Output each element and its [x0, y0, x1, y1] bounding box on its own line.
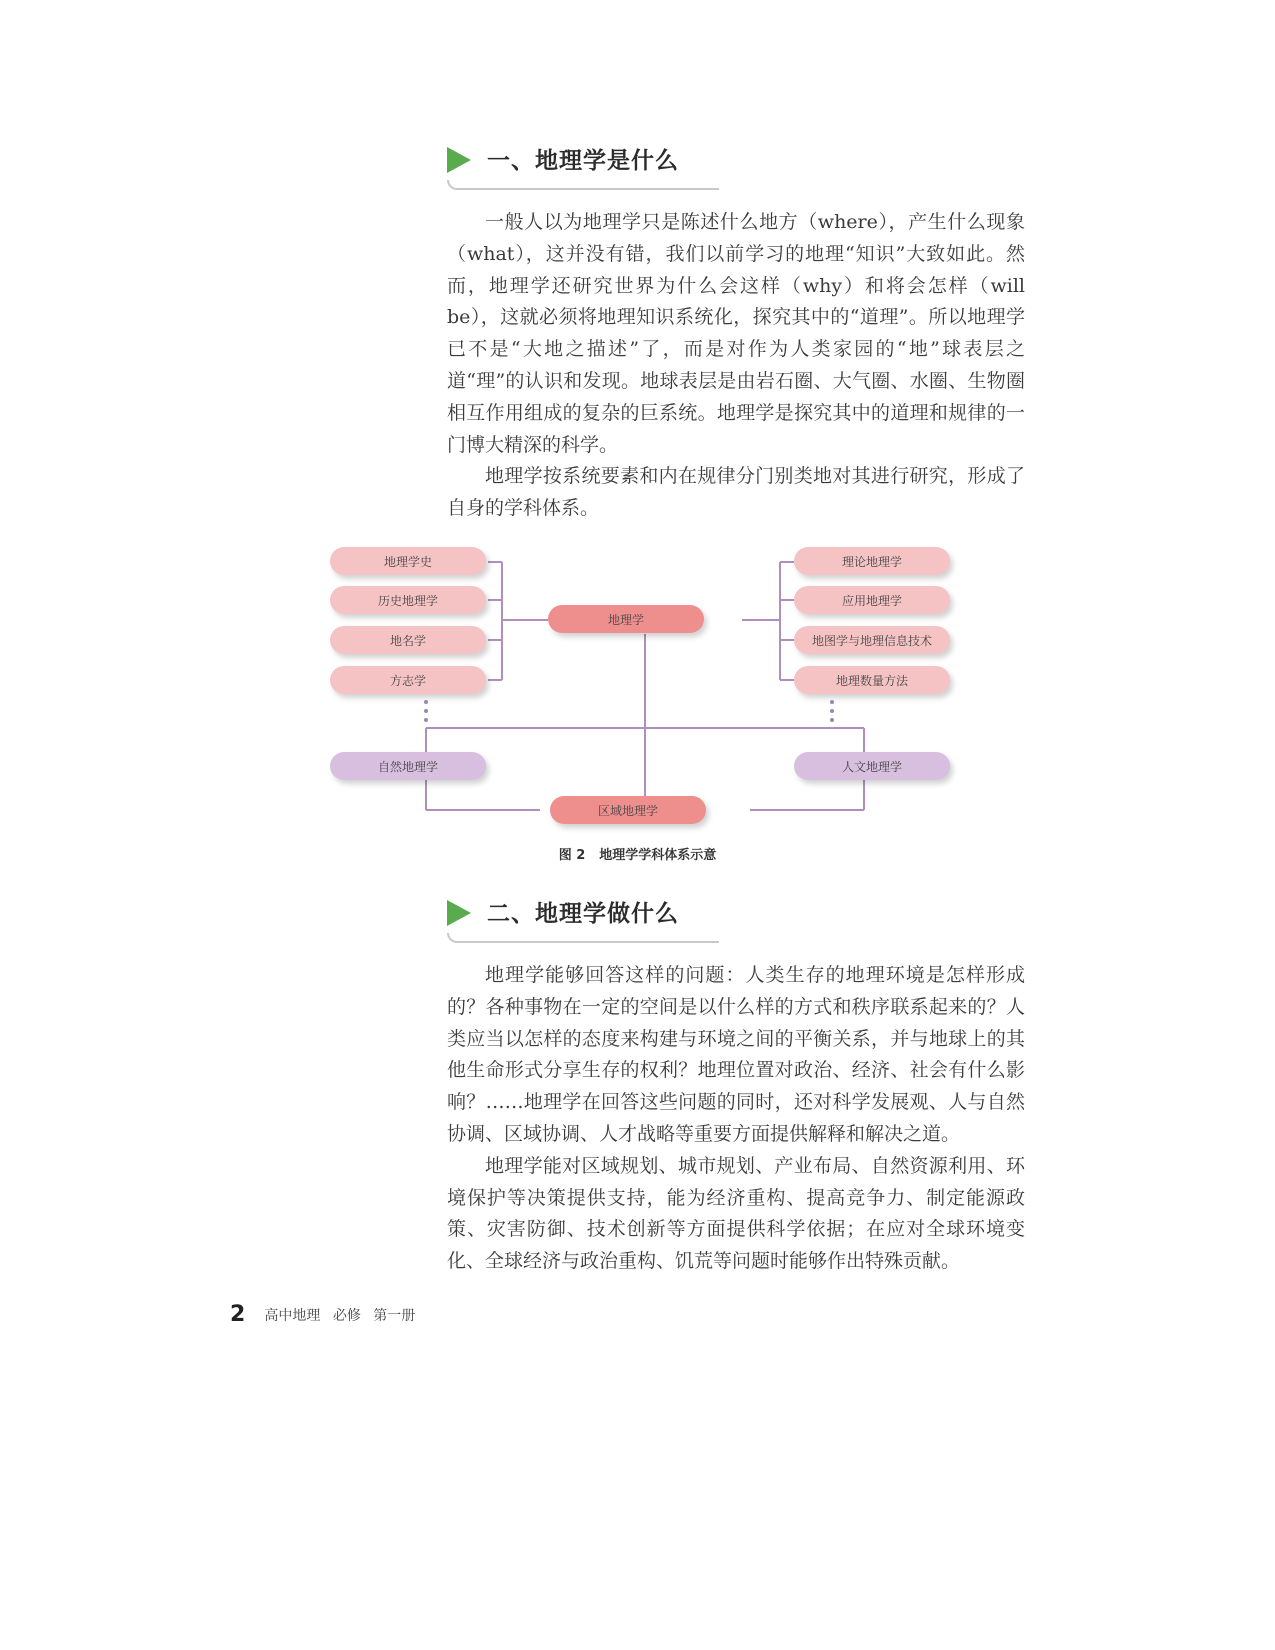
box-physical-geography: 自然地理学: [330, 752, 486, 780]
section-2-heading: [447, 895, 727, 941]
heading-underline: [447, 180, 719, 190]
play-triangle-icon: [447, 900, 471, 926]
box-geography-history: 地理学史: [330, 547, 486, 575]
box-historical-geography: 历史地理学: [330, 586, 486, 614]
section-1-heading: [447, 142, 727, 188]
section-2-body: [447, 960, 1025, 1278]
paragraph: 地理学能够回答这样的问题：人类生存的地理环境是怎样形成的？各种事物在一定的空间是以什么样的方式和秩序联系起来的？人类应当以怎样的态度来构建与环境之间的平衡关系，并与地球上的其他生命形式分享生存的权利？地理位置对政治、经济、社会有什么影响？……地理学在回答这些问题的同时，还对科学发展观、人与自然协调、区域协调、人才战略等重要方面提供解释和解决之道。: [447, 964, 1025, 1145]
ellipsis-dots-right: [830, 700, 834, 727]
paragraph: 地理学按系统要素和内在规律分门别类地对其进行研究，形成了自身的学科体系。: [447, 465, 1025, 520]
paragraph: 地理学能对区域规划、城市规划、产业布局、自然资源利用、环境保护等决策提供支持，能为经济重构、提高竞争力、制定能源政策、灾害防御、技术创新等方面提供科学依据；在应对全球环境变化、全球经济与政治重构、饥荒等问题时能够作出特殊贡献。: [447, 1154, 1025, 1273]
section-1-title: 一、地理学是什么: [487, 148, 679, 174]
box-local-chronicles: 方志学: [330, 666, 486, 694]
box-human-geography: 人文地理学: [794, 752, 950, 780]
heading-underline: [447, 933, 719, 943]
figure-title: 地理学学科体系示意: [599, 848, 717, 863]
box-cartography-gis: 地图学与地理信息技术: [794, 626, 950, 654]
page-footer: [230, 1302, 415, 1327]
discipline-diagram: [340, 540, 940, 860]
play-triangle-icon: [447, 147, 471, 173]
paragraph: 一般人以为地理学只是陈述什么地方（where），产生什么现象（what），这并没有错，我们以前学习的地理“知识”大致如此。然而，地理学还研究世界为什么会这样（why）和将会怎样（will be），这就必须将地理知识系统化，探究其中的“道理”。所以地理学已不是“大地之描述”了，而是对作为人类家园的“地”球表层之道“理”的认识和发现。地球表层是由岩石圈、大气圈、水圈、生物圈相互作用组成的复杂的巨系统。地理学是探究其中的道理和规律的一门博大精深的科学。: [447, 211, 1025, 456]
figure-number: 图 2: [558, 848, 586, 863]
box-quantitative-methods: 地理数量方法: [794, 666, 950, 694]
figure-caption: [0, 844, 1275, 863]
box-regional-geography: 区域地理学: [550, 796, 706, 824]
box-toponymy: 地名学: [330, 626, 486, 654]
ellipsis-dots-left: [424, 700, 428, 727]
section-1-body: [447, 207, 1025, 525]
page-number: 2: [230, 1302, 246, 1327]
section-2-title: 二、地理学做什么: [487, 901, 679, 927]
box-applied-geography: 应用地理学: [794, 586, 950, 614]
box-theoretical-geography: 理论地理学: [794, 547, 950, 575]
book-title: 高中地理 必修 第一册: [264, 1307, 416, 1324]
box-geography-center: 地理学: [548, 605, 704, 633]
